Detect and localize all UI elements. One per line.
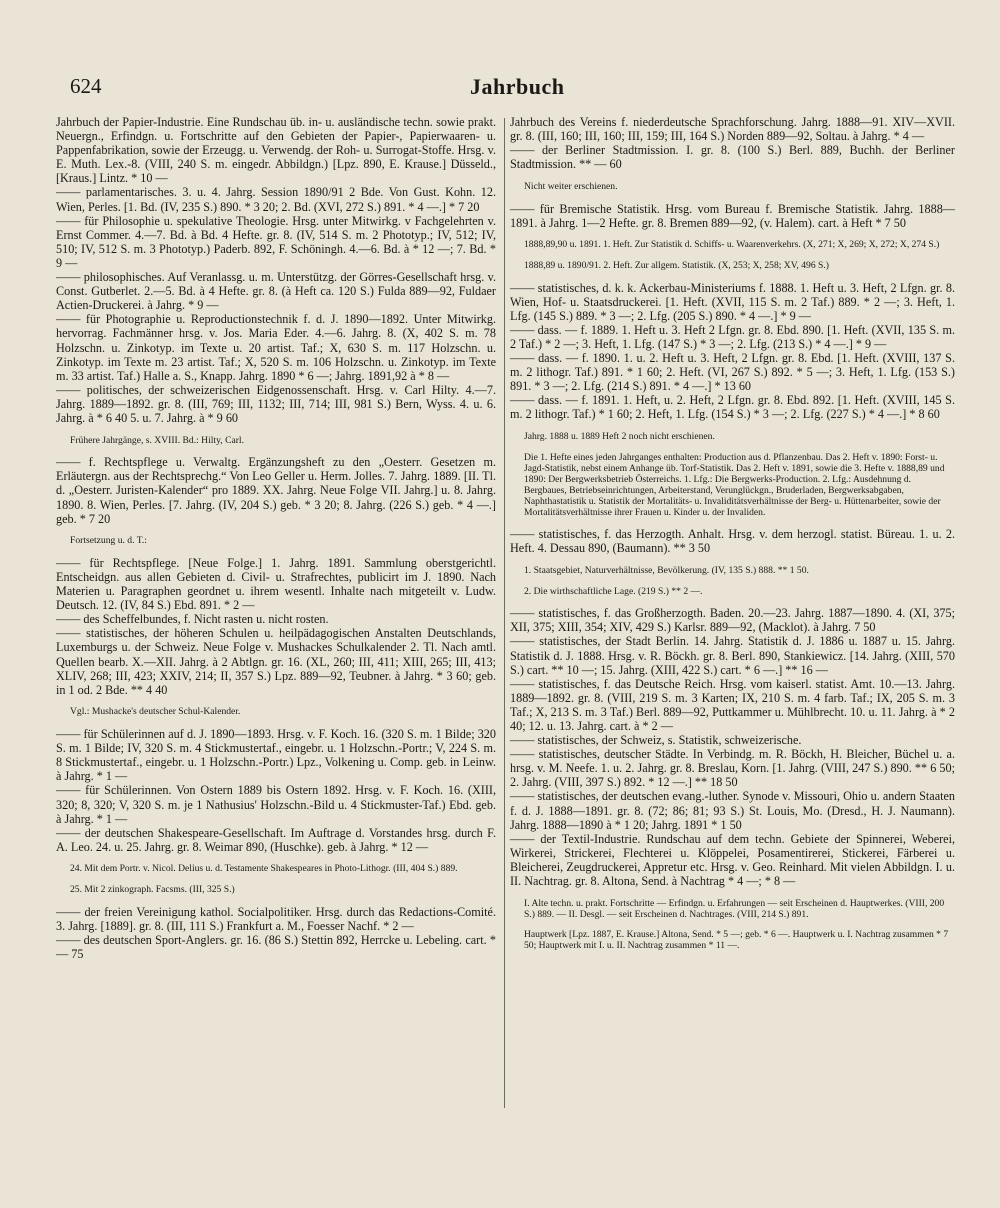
note-nicht-weiter: Nicht weiter erschienen. [524, 180, 618, 192]
entry-ackerbau-1888: —— statistisches, d. k. k. Ackerbau-Ministeriums f. 1888. 1. Heft u. 3. Heft, 2 Lfgn. gr. 8. Wien, Hof- u. Staatsdruckerei. [1. Heft. (XVII, 115 S. m. 2 Taf.) 889. * 2 —; 3. Heft, 1. Lfg. (145 S.) 889. * 3 —; 2. Lfg. (205 S.) 890. * 4 —.] * 9 — [510, 280, 955, 323]
entry-papier-industrie: Jahrbuch der Papier-Industrie. Eine Rundschau üb. in- u. ausländische techn. sowie prakt. Neuergn., Erfindgn. u. Fortschritte auf den Gebieten der Papier-, Papierwaaren- u. Pappenfabrikation, sowie der Erzeugg. u. Verwendg. der Roh- u. Surrogat-Stoffe. Hrsg. v. E. Muth. Lex.-8. (VIII, 240 S. m. eingedr. Abbildgn.) [Lpz. 890, E. Krause.] Düsseld., [Kraus.] Lintz. * 10 — [56, 115, 496, 186]
entry-bremische-statistik: —— für Bremische Statistik. Hrsg. vom Bureau f. Bremische Statistik. Jahrg. 1888—1891. à Jahrg. 1—2 Hefte. gr. 8. Bremen 889—92, (v. Halem). cart. à Heft * 7 50 [510, 201, 955, 230]
entry-deutsche-staedte: —— statistisches, deutscher Städte. In Verbindg. m. R. Böckh, H. Bleicher, Büchel u. a. hrsg. v. M. Neefe. 1. u. 2. Jahrg. gr. 8. Breslau, Korn. [1. Jahrg. (VIII, 247 S.) 890. ** 6 50; 2. Jahrg. (VIII, 397 S.) 892. * 12 —.] ** 18 50 [510, 747, 955, 790]
entry-philosophisches: —— philosophisches. Auf Veranlassg. u. m. Unterstützg. der Görres-Gesellschaft hrsg. v. Const. Gutberlet. 2.—5. Bd. à 4 Hefte. gr. 8. (à Heft ca. 120 S.) Fulda 889—92, Fuldaer Actien-Druckerei. à Jahrg. * 9 — [56, 270, 496, 313]
note-ackerbau-inhalt: Die 1. Hefte eines jeden Jahrganges enthalten: Production aus d. Pflanzenbau. Das 2. Heft v. 1890: Forst- u. Jagd-Statistik, nebst einem Anhange üb. Torf-Statistik. Das 2. Heft v. 1891, sowie die 3. Hefte v. 1888,89 und 1890: Der Bergwerksbetrieb Österreichs. 1. Lfg.: Die Bergwerks-Production. 2. Lfg.: Ausdehnung d. Bergbaues, Betriebseinrichtungen, Arbeiterstand, Verunglückgn., Bruderladen, Bergwerksabgaben, Naphthastatistik u. Statistik der Mortalitäts- u. Invaliditätsverhältnisse der Berg- u. Hüttenarbeiter, sowie der Mortalitätsverhältnisse ihrer Frauen u. Kinder u. der Invaliden. [524, 451, 945, 518]
entry-synode-missouri: —— statistisches, der deutschen evang.-luther. Synode v. Missouri, Ohio u. andern Staaten f. d. J. 1888—1891. gr. 8. (72; 86; 81; 93 S.) St. Louis, Mo. (Dresd., H. J. Naumann). Jahrg. 1888—1890 à * 1 20; Jahrg. 1891 * 1 50 [510, 789, 955, 832]
note-shakespeare-24: 24. Mit dem Portr. v. Nicol. Delius u. d. Testamente Shakespeares in Photo-Lithogr. (III, 404 S.) 889. [70, 863, 458, 875]
note-shakespeare-25: 25. Mit 2 zinkograph. Facsms. (III, 325 S.) [70, 884, 235, 896]
left-column [56, 115, 496, 961]
note-textil-nachtraege: I. Alte techn. u. prakt. Fortschritte — Erfindgn. u. Erfahrungen — seit Erscheinen d. Hauptwerkes. (VIII, 200 S.) 889. — II. Desgl. — seit Erscheinen d. Nachtrages. (VIII, 214 S.) 891. [524, 897, 945, 920]
note-ackerbau-heft2: Jahrg. 1888 u. 1889 Heft 2 noch nicht erschienen. [524, 431, 715, 443]
entry-scheffelbund: —— des Scheffelbundes, f. Nicht rasten u. nicht rosten. [56, 612, 329, 627]
entry-schuelerinnen-1: —— für Schülerinnen auf d. J. 1890—1893. Hrsg. v. F. Koch. 16. (320 S. m. 1 Bilde; 320 S. m. 1 Bilde; IV, 320 S. m. 4 Stickmustertaf., eingebr. u. 1 Holzschn.-Portr.; V, 224 S. m. 8 Stickmustertaf., eingebr. u. 1 Holzschn.-Portr.) Lpz., Volkening u. Comp. geb. in Leinw. à Jahrg. * 1 — [56, 727, 496, 784]
entry-socialpolitiker: —— der freien Vereinigung kathol. Socialpolitiker. Hrsg. durch das Redactions-Comité. 3. Jahrg. [1889]. gr. 8. (III, 111 S.) Frankfurt a. M., Foesser Nachf. * 2 — [56, 904, 496, 933]
note-bremen-heft2: 1888,89 u. 1890/91. 2. Heft. Zur allgem. Statistik. (X, 253; X, 258; XV, 496 S.) [524, 259, 829, 271]
entry-baden: —— statistisches, f. das Großherzogth. Baden. 20.—23. Jahrg. 1887—1890. 4. (XI, 375; XII, 375; XIII, 354; XIV, 429 S.) Karlsr. 889—92, (Macklot). à Jahrg. 7 50 [510, 606, 955, 635]
entry-ackerbau-1889: —— dass. — f. 1889. 1. Heft u. 3. Heft 2 Lfgn. gr. 8. Ebd. 890. [1. Heft. (XVII, 135 S. m. 2 Taf.) * 2 —; 3. Heft, 1. Lfg. (147 S.) * 3 —; 2. Lfg. (213 S.) * 4 —.] * 9 — [510, 322, 955, 351]
entry-deutsches-reich: —— statistisches, f. das Deutsche Reich. Hrsg. vom kaiserl. statist. Amt. 10.—13. Jahrg. 1889—1892. gr. 8. (VIII, 219 S. m. 3 Karten; IX, 210 S. m. 4 farb. Taf.; IX, 205 S. m. 3 Taf.; X, 213 S. m. 3 Taf.) Berl. 889—92, Puttkammer u. Mühlbrecht. 10. u. 11. Jahrg. à * 2 40; 12. u. 13. Jahrg. cart. à * 2 — [510, 676, 955, 733]
note-anhalt-2: 2. Die wirthschaftliche Lage. (219 S.) ** 2 —. [524, 585, 703, 597]
entry-berlin: —— statistisches, der Stadt Berlin. 14. Jahrg. Statistik d. J. 1886 u. 1887 u. 15. Jahrg. Statistik d. J. 1888. Hrsg. v. R. Böckh. gr. 8. Berl. 890, Stankiewicz. [14. Jahrg. (XIII, 570 S.) cart. ** 10 —; 15. Jahrg. (XIII, 422 S.) cart. * 6 —.] ** 16 — [510, 634, 955, 677]
entry-politisches: —— politisches, der schweizerischen Eidgenossenschaft. Hrsg. v. Carl Hilty. 4.—7. Jahrg. 1889—1892. gr. 8. (III, 769; III, 1132; III, 714; III, 981 S.) Bern, Wyss. 4. u. 6. Jahrg. à * 6 40 5. u. 7. Jahrg. à * 9 60 [56, 382, 496, 425]
entry-sport-angler: —— des deutschen Sport-Anglers. gr. 16. (86 S.) Stettin 892, Herrcke u. Lebeling. cart. * — 75 [56, 932, 496, 961]
note-textil-hauptwerk: Hauptwerk [Lpz. 1887, E. Krause.] Altona, Send. * 5 —; geb. * 6 —. Hauptwerk u. I. Nachtrag zusammen * 7 50; Hauptwerk mit I. u. II. Nachtrag zusammen * 11 —. [524, 929, 949, 952]
entry-rechtspflege-verwaltg: —— f. Rechtspflege u. Verwaltg. Ergänzungsheft zu den „Oesterr. Gesetzen m. Erläutergn. aus der Rechtsprechg.“ Von Leo Geller u. Herm. Jolles. 7. Jahrg. 1889. [II. Tl. d. „Oesterr. Juristen-Kalender“ pro 1889. XX. Jahrg. Neue Folge VII. Jahrg.] u. 8. Jahrg. 1890. 8. Wien, Perles. [7. Jahrg. (IV, 204 S.) geb. * 3 20; 8. Jahrg. (226 S.) geb. * 4 —.] geb. * 7 20 [56, 455, 496, 526]
entry-sprachforschung: Jahrbuch des Vereins f. niederdeutsche Sprachforschung. Jahrg. 1888—91. XIV—XVII. gr. 8. (III, 160; III, 160; III, 159; III, 164 S.) Norden 889—92, Soltau. à Jahrg. * 4 — [510, 115, 955, 144]
note-fortsetzung: Fortsetzung u. d. T.: [70, 535, 147, 547]
column-divider [504, 118, 505, 1108]
page-number: 624 [70, 74, 102, 98]
entry-ackerbau-1890: —— dass. — f. 1890. 1. u. 2. Heft u. 3. Heft, 2 Lfgn. gr. 8. Ebd. [1. Heft. (XVIII, 137 S. m. 2 lithogr. Taf.) 891. * 1 60; 2. Heft. (VI, 267 S.) 892. * 5 —; 3. Heft, 1. Lfg. (153 S.) 891. * 3 —; 2. Lfg. (214 S.) 891. * 4 —.] * 13 60 [510, 351, 955, 394]
note-mushacke: Vgl.: Mushacke's deutscher Schul-Kalender. [70, 706, 241, 718]
entry-textil-industrie: —— der Textil-Industrie. Rundschau auf dem techn. Gebiete der Spinnerei, Weberei, Wirkerei, Strickerei, Flechterei u. Klöppelei, Posamentirerei, Stickerei, Färberei u. Bleicherei, Zeugdruckerei, Appretur etc. Hrsg. v. Geo. Reinhard. Mit vielen Abbildgn. I. u. II. Nachtrag. gr. 8. Altona, Send. à Nachtrag * 4 —; * 8 — [510, 831, 955, 888]
entry-ackerbau-1891: —— dass. — f. 1891. 1. Heft, u. 2. Heft, 2 Lfgn. gr. 8. Ebd. 892. [1. Heft. (XVIII, 145 S. m. 2 lithogr. Taf.) * 1 60; 2. Heft, 1. Lfg. (154 S.) * 3 —; 2. Lfg. (227 S.) * 4 —.] * 8 60 [510, 393, 955, 422]
entry-shakespeare: —— der deutschen Shakespeare-Gesellschaft. Im Auftrage d. Vorstandes hrsg. durch F. A. Leo. 24. u. 25. Jahrg. gr. 8. Weimar 890, (Huschke). geb. à Jahrg. * 12 — [56, 825, 496, 854]
note-hilty: Frühere Jahrgänge, s. XVIII. Bd.: Hilty, Carl. [70, 434, 244, 446]
page-title: Jahrbuch [470, 74, 565, 99]
entry-parlamentarisches: —— parlamentarisches. 3. u. 4. Jahrg. Session 1890/91 2 Bde. Von Gust. Kohn. 12. Wien, Perles. [1. Bd. (IV, 235 S.) 890. * 3 20; 2. Bd. (XVI, 272 S.) 891. * 4 —.] * 7 20 [56, 185, 496, 214]
entry-photographie: —— für Photographie u. Reproductionstechnik f. d. J. 1890—1892. Unter Mitwirkg. hervorrag. Fachmänner hrsg. v. Jos. Maria Eder. 4.—6. Jahrg. 8. (X, 402 S. m. 78 Holzschn. u. Zinkotyp. im Texte u. 20 artist. Taf.; X, 630 S. m. 117 Holzschn. u. Zinkotyp. im Texte m. 23 artist. Taf.; X, 520 S. m. 106 Holzschn. u. Zinkotyp. im Texte m. 33 artist. Taf.) Halle a. S., Knapp. Jahrg. 1890 * 6 —; Jahrg. 1891,92 à * 8 — [56, 312, 496, 383]
entry-rechtspflege: —— für Rechtspflege. [Neue Folge.] 1. Jahrg. 1891. Sammlung oberstgerichtl. Entscheidgn. aus allen Gebieten d. Civil- u. Strafrechtes, publicirt im J. 1890. Nach Materien u. Paragraphen geordnet u. ihrem wesentl. Inhalte nach mitgeteilt v. Ludw. Deutsch. 12. (IV, 84 S.) Ebd. 891. * 2 — [56, 555, 496, 613]
right-column [510, 115, 955, 961]
entry-stadtmission: —— der Berliner Stadtmission. I. gr. 8. (100 S.) Berl. 889, Buchh. der Berliner Stadtmission. ** — 60 [510, 143, 955, 172]
entry-anhalt: —— statistisches, f. das Herzogth. Anhalt. Hrsg. v. dem herzogl. statist. Büreau. 1. u. 2. Heft. 4. Dessau 890, (Baumann). ** 3 50 [510, 527, 955, 556]
entry-hoehere-schulen: —— statistisches, der höheren Schulen u. heilpädagogischen Anstalten Deutschlands, Luxemburgs u. der Schweiz. Neue Folge v. Mushackes Schulkalender 2. Tl. Nach amtl. Quellen bearb. X.—XII. Jahrg. à 2 Abtlgn. gr. 16. (XL, 260; III, 411; XIII, 265; III, 413; XLIV, 268; III, 423; XXIV, 214; II, 357 S.) Lpz. 889—92, Teubner. à Jahrg. * 3 60; geb. in 1 od. 2 Bde. ** 4 40 [56, 626, 496, 697]
entry-schweiz: —— statistisches, der Schweiz, s. Statistik, schweizerische. [510, 733, 802, 748]
note-anhalt-1: 1. Staatsgebiet, Naturverhältnisse, Bevölkerung. (IV, 135 S.) 888. ** 1 50. [524, 565, 809, 577]
note-bremen-heft1: 1888,89,90 u. 1891. 1. Heft. Zur Statistik d. Schiffs- u. Waarenverkehrs. (X, 271; X, 269; X, 272; X, 274 S.) [524, 239, 940, 251]
entry-schuelerinnen-2: —— für Schülerinnen. Von Ostern 1889 bis Ostern 1892. Hrsg. v. F. Koch. 16. (XIII, 320; 8, 320; V, 320 S. m. je 1 Nathusius' Holzschn.-Bild u. 4 Stickmuster-Taf.) Ebd. geb. à Jahrg. * 1 — [56, 783, 496, 826]
entry-philosophie: —— für Philosophie u. spekulative Theologie. Hrsg. unter Mitwirkg. v Fachgelehrten v. Ernst Commer. 4.—7. Bd. à Bd. 4 Hefte. gr. 8. (IV, 514 S. m. 2 Phototyp.; IV, 512; IV, 510; IV, 512 S. m. 3 Phototyp.) Paderb. 892, F. Schöningh. 4.—6. Bd. à * 12 —; 7. Bd. * 9 — [56, 213, 496, 270]
